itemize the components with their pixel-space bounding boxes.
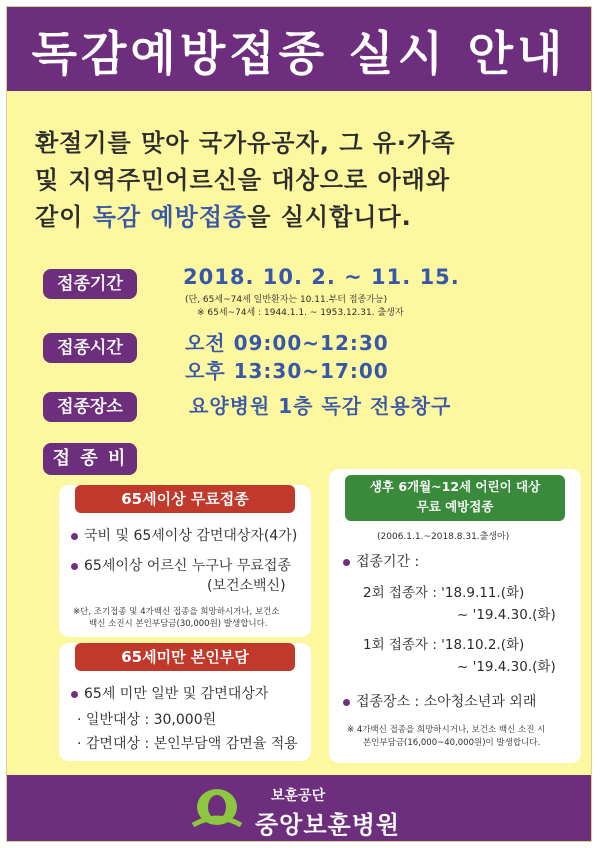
free-item-1 <box>71 525 297 545</box>
free-note-1: ※단, 조기접종 및 4가백신 접종을 희망하시거나, 보건소 <box>73 607 280 617</box>
time-pm: 오후 13:30~17:00 <box>185 359 389 383</box>
intro-text <box>35 125 575 236</box>
time-label: 접종시간 <box>43 333 137 363</box>
intro-line-3 <box>35 199 575 236</box>
org-small-name: 보훈공단 <box>271 788 326 804</box>
free-item-1-text: 국비 및 65세이상 감면대상자(4가) <box>84 528 298 544</box>
intro-line-3-pre: 같이 <box>35 203 93 231</box>
period-note-1: (단, 65세~74세 일반환자는 10.11.부터 접종가능) <box>185 295 388 305</box>
paid-vaccine-header: 65세미만 본인부담 <box>75 643 295 671</box>
free-item-2 <box>71 555 291 575</box>
bullet-icon <box>71 563 78 570</box>
free-vaccine-header: 65세이상 무료접종 <box>75 485 295 513</box>
child-header-line-2: 무료 예방접종 <box>416 499 494 514</box>
child-note-2: 본인부담금(16,000~40,000원)이 발생합니다. <box>363 738 541 748</box>
child-place-text: 접종장소 : 소아청소년과 외래 <box>356 694 537 710</box>
poster <box>6 6 592 842</box>
child-header-line-1: 생후 6개월~12세 어린이 대상 <box>369 479 541 494</box>
bullet-icon <box>343 559 350 566</box>
period-note-2: ※ 65세~74세 : 1944.1.1. ~ 1953.12.31. 출생자 <box>197 308 404 318</box>
org-large-name: 중앙보훈병원 <box>255 811 401 839</box>
intro-line-1: 환절기를 맞아 국가유공자, 그 유·가족 <box>35 129 456 157</box>
child-vaccine-header <box>345 475 565 521</box>
hospital-logo-icon <box>187 785 247 833</box>
intro-line-2: 및 지역주민어르신을 대상으로 아래와 <box>35 166 451 194</box>
child-second-dose-end: ~ '19.4.30.(화) <box>457 607 556 623</box>
fee-label: 접 종 비 <box>43 443 137 475</box>
intro-highlight: 독감 예방접종 <box>92 203 248 231</box>
place-value: 요양병원 1층 독감 전용창구 <box>189 394 452 418</box>
period-main: 2018. 10. 2. ~ 11. 15. <box>183 265 460 289</box>
child-first-dose-start: 1회 접종자 : '18.10.2.(화) <box>363 637 525 653</box>
footer-banner <box>7 775 591 841</box>
intro-line-3-post: 을 실시합니다. <box>247 203 412 231</box>
child-period-label-text: 접종기간 : <box>356 554 420 570</box>
free-item-2-text: 65세이상 어르신 누구나 무료접종 <box>84 558 291 574</box>
bullet-icon <box>71 533 78 540</box>
bullet-icon <box>343 699 350 706</box>
title-banner <box>7 7 591 91</box>
time-am: 오전 09:00~12:30 <box>185 331 389 355</box>
bullet-icon <box>71 691 78 698</box>
child-second-dose-start: 2회 접종자 : '18.9.11.(화) <box>363 585 525 601</box>
child-first-dose-end: ~ '19.4.30.(화) <box>457 659 556 675</box>
child-place <box>343 691 536 711</box>
place-label: 접종장소 <box>43 392 137 422</box>
paid-item-3: · 감면대상 : 본인부담액 감면율 적용 <box>77 736 298 752</box>
child-period-label <box>343 551 419 571</box>
child-note-1: ※ 4가백신 접종을 희망하시거나, 보건소 백신 소진 시 <box>347 725 546 735</box>
child-birth-range: (2006.1.1.~2018.8.31.출생아) <box>377 532 510 542</box>
paid-item-1-text: 65세 미만 일반 및 감면대상자 <box>84 686 269 702</box>
free-note-2: 백신 소진시 본인부담금(30,000원) 발생합니다. <box>89 619 268 629</box>
paid-item-1 <box>71 683 268 703</box>
period-label: 접종기간 <box>43 269 137 299</box>
paid-item-2: · 일반대상 : 30,000원 <box>77 712 217 728</box>
page-title: 독감예방접종 실시 안내 <box>31 27 567 82</box>
free-item-2-sub: (보건소백신) <box>207 578 286 594</box>
